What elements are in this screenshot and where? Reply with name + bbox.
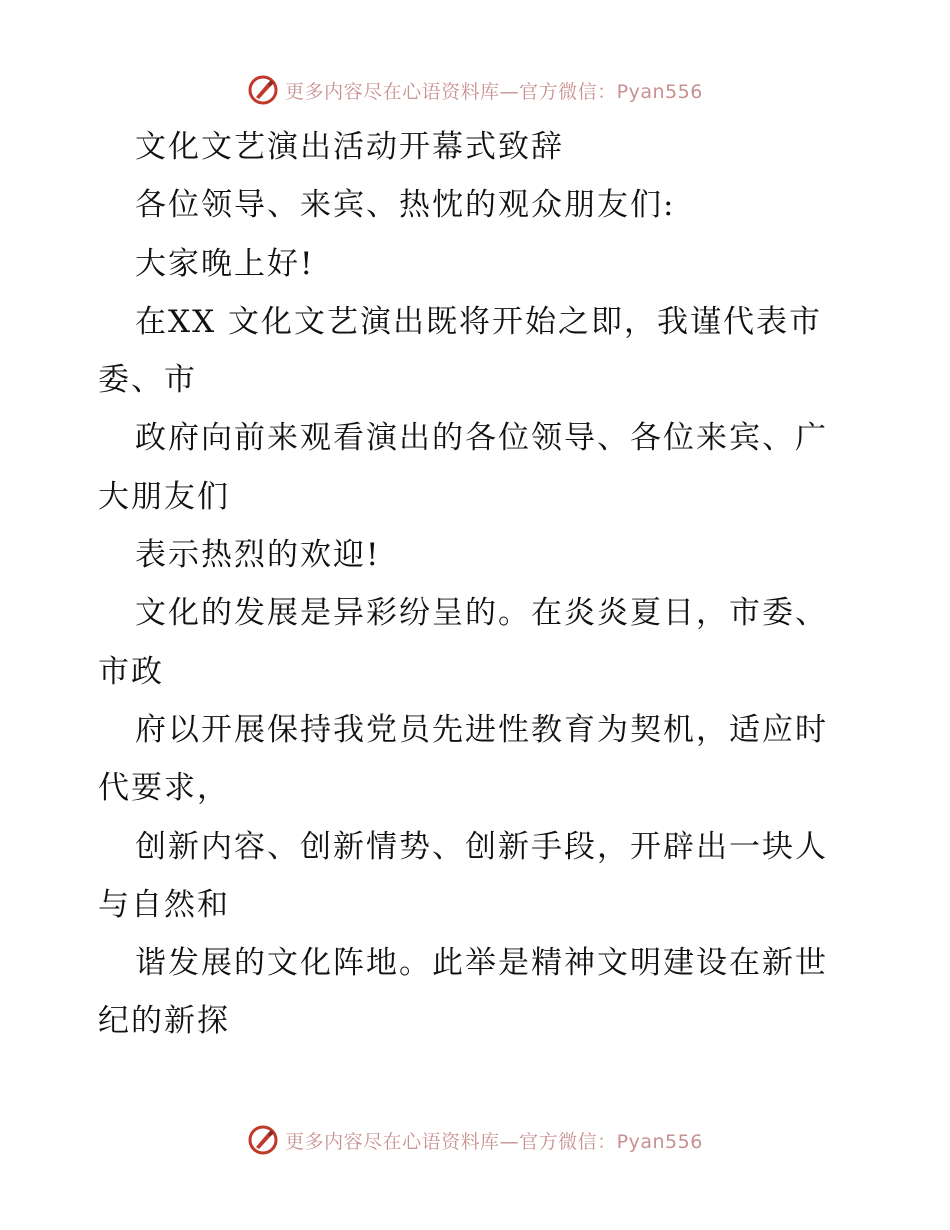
text-line: 在XX 文化文艺演出既将开始之即，我谨代表市 bbox=[135, 303, 822, 340]
pen-logo-icon bbox=[247, 74, 279, 106]
text-line: 谐发展的文化阵地。此举是精神文明建设在新世 bbox=[135, 945, 828, 982]
text-line: 大朋友们 bbox=[98, 478, 230, 515]
text-line: 代要求， bbox=[98, 770, 230, 807]
text-line: 创新内容、创新情势、创新手段，开辟出一块人 bbox=[135, 828, 828, 865]
document-title: 文化文艺演出活动开幕式致辞 bbox=[135, 129, 564, 165]
watermark-text: 更多内容尽在心语资料库—官方微信：Pyan556 bbox=[285, 80, 703, 103]
text-line: 纪的新探 bbox=[98, 1003, 230, 1040]
text-line: 府以开展保持我党员先进性教育为契机，适应时 bbox=[135, 711, 828, 748]
salutation: 各位领导、来宾、热忱的观众朋友们: bbox=[135, 187, 676, 224]
text-line: 政府向前来观看演出的各位领导、各位来宾、广 bbox=[135, 420, 828, 457]
text-line: 市政 bbox=[98, 653, 164, 690]
text-line: 委、市 bbox=[98, 362, 197, 399]
text-line: 表示热烈的欢迎! bbox=[135, 537, 381, 574]
text-line: 文化的发展是异彩纷呈的。在炎炎夏日，市委、 bbox=[135, 595, 828, 632]
header-watermark bbox=[0, 70, 950, 110]
document-body bbox=[98, 118, 858, 1051]
watermark-text: 更多内容尽在心语资料库—官方微信：Pyan556 bbox=[285, 1130, 703, 1153]
greeting: 大家晚上好! bbox=[135, 245, 315, 282]
text-line: 与自然和 bbox=[98, 886, 230, 923]
footer-watermark bbox=[0, 1120, 950, 1160]
pen-logo-icon bbox=[247, 1124, 279, 1156]
